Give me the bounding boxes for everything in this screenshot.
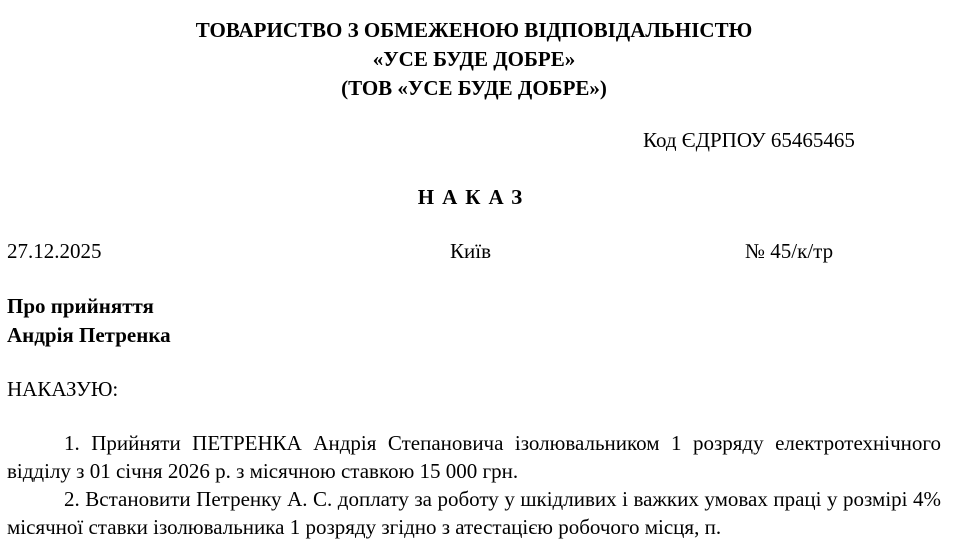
date-place-number-line (7, 237, 941, 265)
organization-header (7, 16, 941, 103)
subject-line-2: Андрія Петренка (7, 323, 171, 347)
org-name-line-2: «УСЕ БУДЕ ДОБРЕ» (372, 47, 576, 71)
order-item-2: 2. Встановити Петренку А. С. доплату за роботу у шкідливих і важких умовах праці у розмірі 4% місячної ставки ізолювальника 1 розряду згідно з атестацією робочого місця, п. (7, 487, 941, 539)
org-name-line-3: (ТОВ «УСЕ БУДЕ ДОБРЕ») (341, 76, 607, 100)
order-items (7, 429, 941, 541)
order-number: № 45/к/тр (745, 239, 834, 263)
order-directive: НАКАЗУЮ: (7, 377, 119, 401)
order-item-1: 1. Прийняти ПЕТРЕНКА Андрія Степановича ізолювальником 1 розряду електротехнічного відділу з 01 січня 2026 р. з місячною ставкою 15 000 грн. (7, 431, 941, 483)
subject-line-1: Про прийняття (7, 294, 154, 318)
order-subject (7, 292, 171, 350)
order-date: 27.12.2025 (7, 239, 102, 263)
edrpou-code: Код ЄДРПОУ 65465465 (643, 128, 855, 152)
org-name-line-1: ТОВАРИСТВО З ОБМЕЖЕНОЮ ВІДПОВІДАЛЬНІСТЮ (195, 18, 753, 42)
document-title: НАКАЗ (417, 185, 531, 209)
order-city: Київ (450, 239, 491, 263)
